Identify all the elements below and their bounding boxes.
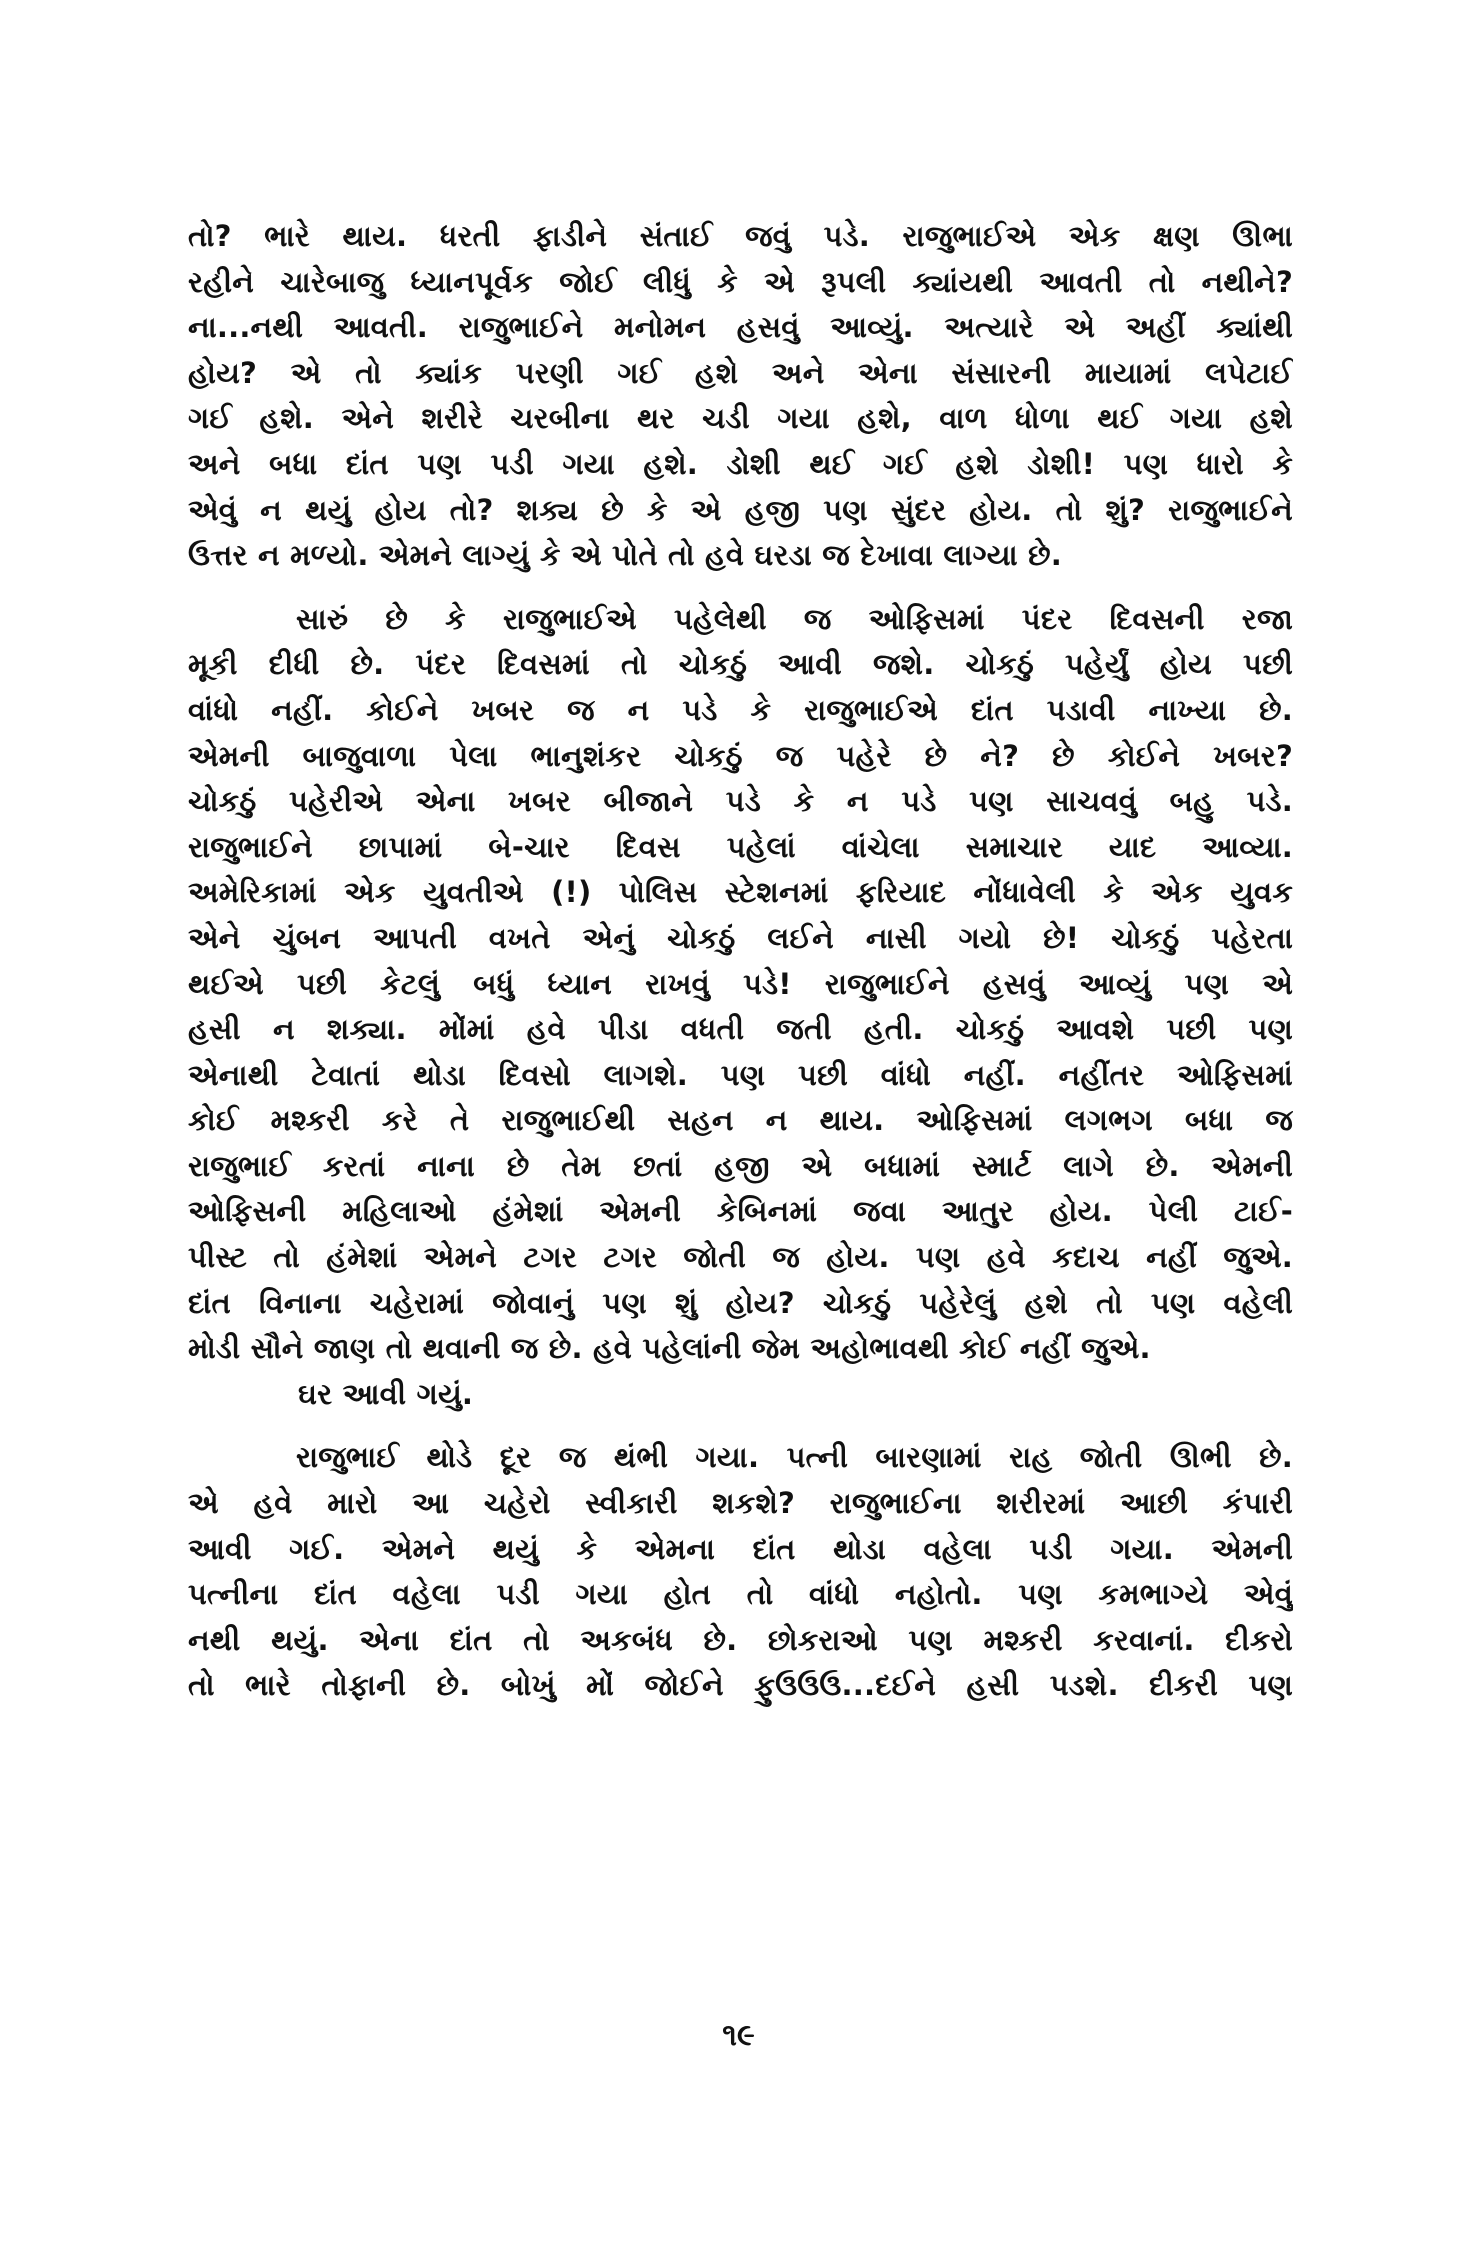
text-line: ઓફિસની મહિલાઓ હંમેશાં એમની કેબિનમાં જવા આતુર હોય. પેલી ટાઈ- <box>188 1194 1293 1229</box>
text-line: રાજુભાઈ થોડે દૂર જ થંભી ગયા. પત્ની બારણામાં રાહ જોતી ઊભી છે. <box>296 1440 1293 1475</box>
text-line: ઉત્તર ન મળ્યો. એમને લાગ્યું કે એ પોતે તો હવે ઘરડા જ દેખાવા લાગ્યા છે. <box>188 538 1062 573</box>
paragraph-3 <box>188 1435 1293 1709</box>
text-line: આવી ગઈ. એમને થયું કે એમના દાંત થોડા વહેલા પડી ગયા. એમની <box>188 1531 1293 1566</box>
text-line: એનાથી ટેવાતાં થોડા દિવસો લાગશે. પણ પછી વાંધો નહીં. નહીંતર ઓફિસમાં <box>188 1057 1293 1092</box>
paragraph-gap <box>188 1417 1293 1435</box>
text-line: પીસ્ટ તો હંમેશાં એમને ટગર ટગર જોતી જ હોય. પણ હવે કદાચ નહીં જુએ. <box>188 1240 1293 1275</box>
text-line: હસી ન શક્યા. મોંમાં હવે પીડા વધતી જતી હતી. ચોકઠું આવશે પછી પણ <box>188 1012 1293 1047</box>
text-line: સારું છે કે રાજુભાઈએ પહેલેથી જ ઓફિસમાં પંદર દિવસની રજા <box>296 601 1293 636</box>
text-line: એ હવે મારો આ ચહેરો સ્વીકારી શકશે? રાજુભાઈના શરીરમાં આછી કંપારી <box>188 1486 1293 1521</box>
text-line: રાજુભાઈને છાપામાં બે-ચાર દિવસ પહેલાં વાંચેલા સમાચાર યાદ આવ્યા. <box>188 829 1293 864</box>
text-line: નથી થયું. એના દાંત તો અકબંધ છે. છોકરાઓ પણ મશ્કરી કરવાનાં. દીકરો <box>188 1622 1293 1657</box>
text-line: એમની બાજુવાળા પેલા ભાનુશંકર ચોકઠું જ પહેરે છે ને? છે કોઈને ખબર? <box>188 738 1293 773</box>
page-text <box>188 214 1293 1709</box>
text-line: અને બધા દાંત પણ પડી ગયા હશે. ડોશી થઈ ગઈ હશે ડોશી! પણ ધારો કે <box>188 446 1293 481</box>
text-line: દાંત વિનાના ચહેરામાં જોવાનું પણ શું હોય? ચોકઠું પહેરેલું હશે તો પણ વહેલી <box>188 1285 1293 1320</box>
short-line: ઘર આવી ગયું. <box>298 1376 474 1411</box>
text-line: વાંધો નહીં. કોઈને ખબર જ ન પડે કે રાજુભાઈએ દાંત પડાવી નાખ્યા છે. <box>188 692 1293 727</box>
text-line: ગઈ હશે. એને શરીરે ચરબીના થર ચડી ગયા હશે, વાળ ધોળા થઈ ગયા હશે <box>188 401 1293 436</box>
text-line: તો ભારે તોફાની છે. બોખું મોં જોઈને ફુઉઉઉ...દઈને હસી પડશે. દીકરી પણ <box>188 1668 1293 1703</box>
text-line: કોઈ મશ્કરી કરે તે રાજુભાઈથી સહન ન થાય. ઓફિસમાં લગભગ બધા જ <box>188 1103 1293 1138</box>
text-line: પત્નીના દાંત વહેલા પડી ગયા હોત તો વાંધો નહોતો. પણ કમભાગ્યે એવું <box>188 1577 1293 1612</box>
text-line: હોય? એ તો ક્યાંક પરણી ગઈ હશે અને એના સંસારની માયામાં લપેટાઈ <box>188 355 1293 390</box>
text-line: એને ચુંબન આપતી વખતે એનું ચોકઠું લઈને નાસી ગયો છે! ચોકઠું પહેરતા <box>188 920 1293 955</box>
text-line: એવું ન થયું હોય તો? શક્ય છે કે એ હજી પણ સુંદર હોય. તો શું? રાજુભાઈને <box>188 492 1293 527</box>
text-line: ચોકઠું પહેરીએ એના ખબર બીજાને પડે કે ન પડે પણ સાચવવું બહુ પડે. <box>188 784 1293 819</box>
page-number: ૧૯ <box>722 2018 755 2053</box>
text-line: રાજુભાઈ કરતાં નાના છે તેમ છતાં હજી એ બધામાં સ્માર્ટ લાગે છે. એમની <box>188 1148 1293 1183</box>
paragraph-1 <box>188 214 1293 579</box>
text-line: રહીને ચારેબાજુ ધ્યાનપૂર્વક જોઈ લીધું કે એ રૂપલી ક્યાંયથી આવતી તો નથીને? <box>188 264 1293 299</box>
text-line: ના...નથી આવતી. રાજુભાઈને મનોમન હસવું આવ્યું. અત્યારે એ અહીં ક્યાંથી <box>188 310 1293 345</box>
text-line: અમેરિકામાં એક યુવતીએ (!) પોલિસ સ્ટેશનમાં ફરિયાદ નોંધાવેલી કે એક યુવક <box>188 875 1293 910</box>
paragraph-gap <box>188 579 1293 597</box>
text-line: તો? ભારે થાય. ધરતી ફાડીને સંતાઈ જવું પડે. રાજુભાઈએ એક ક્ષણ ઊભા <box>188 219 1293 253</box>
paragraph-2 <box>188 597 1293 1372</box>
text-line: મૂકી દીધી છે. પંદર દિવસમાં તો ચોકઠું આવી જશે. ચોકઠું પહેર્યું હોય પછી <box>188 647 1293 682</box>
text-line: થઈએ પછી કેટલું બધું ધ્યાન રાખવું પડે! રાજુભાઈને હસવું આવ્યું પણ એ <box>188 966 1293 1001</box>
text-line: મોડી સૌને જાણ તો થવાની જ છે. હવે પહેલાંની જેમ અહોભાવથી કોઈ નહીં જુએ. <box>188 1331 1151 1366</box>
